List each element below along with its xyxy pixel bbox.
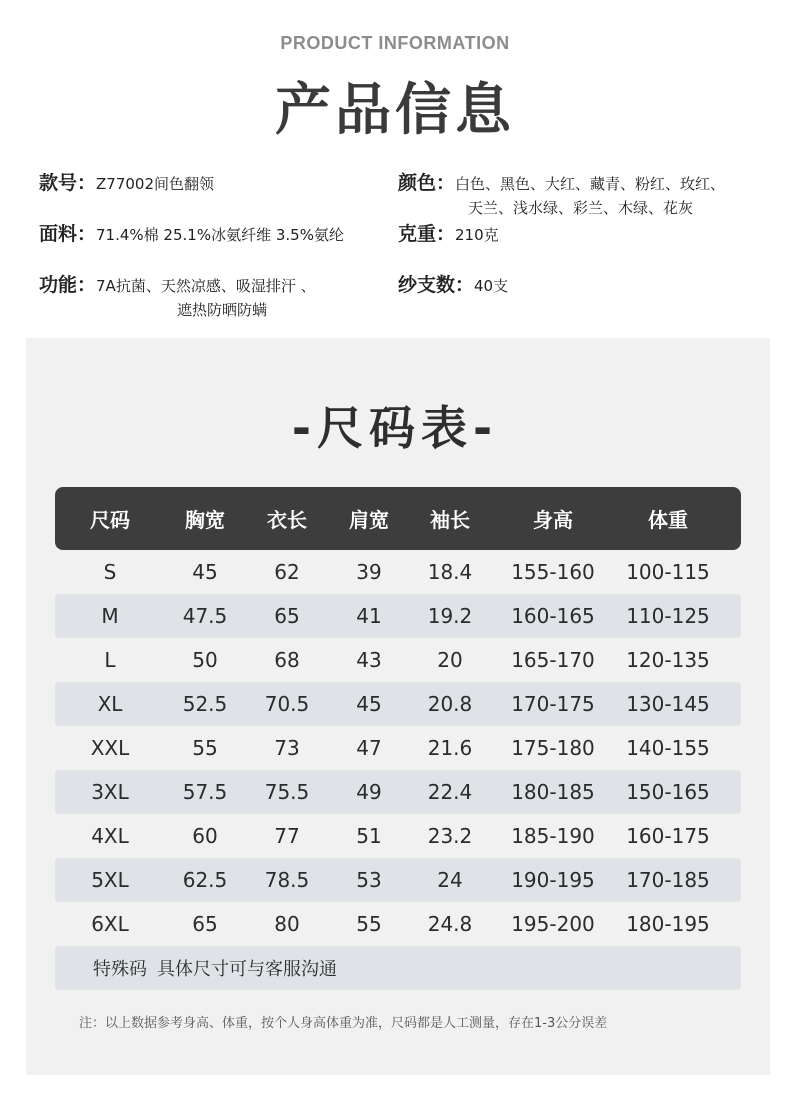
header-cell: 袖长: [430, 508, 470, 532]
size-table-header: [55, 487, 741, 550]
header-cell: 肩宽: [349, 508, 389, 532]
table-cell: 110-125: [626, 604, 710, 628]
header-cell: 体重: [648, 508, 688, 532]
table-cell: 39: [356, 560, 382, 584]
table-cell: 75.5: [264, 780, 310, 804]
info-value: 71.4%棉 25.1%冰氨纤维 3.5%氨纶: [96, 226, 344, 244]
table-cell: 6XL: [91, 912, 129, 936]
table-cell: 3XL: [91, 780, 129, 804]
table-cell: 100-115: [626, 560, 710, 584]
table-cell: 180-195: [626, 912, 710, 936]
table-cell: 140-155: [626, 736, 710, 760]
info-value: Z77002间色翻领: [96, 175, 215, 193]
table-cell: 57.5: [182, 780, 228, 804]
table-cell: 18.4: [427, 560, 473, 584]
table-cell: 70.5: [264, 692, 310, 716]
header-cell: 身高: [533, 508, 573, 532]
table-cell: L: [104, 648, 116, 672]
table-cell: 49: [356, 780, 382, 804]
table-cell: 50: [192, 648, 218, 672]
header-cell: 胸宽: [185, 508, 225, 532]
info-value: 40支: [474, 277, 509, 295]
table-row: [55, 858, 741, 902]
table-cell: 45: [356, 692, 382, 716]
size-chart-title: -尺码表-: [291, 401, 499, 455]
table-cell: 170-185: [626, 868, 710, 892]
table-row: [55, 594, 741, 638]
table-cell: 22.4: [427, 780, 473, 804]
table-cell: 78.5: [264, 868, 310, 892]
table-cell: XXL: [90, 736, 130, 760]
table-cell: 53: [356, 868, 382, 892]
table-cell: 195-200: [511, 912, 595, 936]
info-value: 7A抗菌、天然凉感、吸湿排汗 、: [96, 277, 316, 295]
info-label: 款号：: [39, 172, 97, 194]
info-fabric: [39, 222, 344, 247]
table-cell: 77: [274, 824, 300, 848]
table-cell: 24.8: [427, 912, 473, 936]
eyebrow-heading: PRODUCT INFORMATION: [280, 33, 510, 53]
info-style-number: [39, 171, 214, 196]
table-cell: 68: [274, 648, 300, 672]
table-cell: 65: [274, 604, 300, 628]
header-cell: 尺码: [90, 508, 130, 532]
table-cell: 170-175: [511, 692, 595, 716]
table-cell: 45: [192, 560, 218, 584]
table-cell: 60: [192, 824, 218, 848]
table-cell: 185-190: [511, 824, 595, 848]
table-row: [55, 726, 741, 770]
table-cell: 190-195: [511, 868, 595, 892]
table-cell: 20: [437, 648, 463, 672]
table-cell: 47.5: [182, 604, 228, 628]
table-cell: 175-180: [511, 736, 595, 760]
info-value-continued: 天兰、浅水绿、彩兰、木绿、花灰: [468, 199, 694, 217]
table-cell: 47: [356, 736, 382, 760]
table-cell: 65: [192, 912, 218, 936]
info-value: 白色、黑色、大红、藏青、粉红、玫红、: [455, 175, 726, 193]
table-row: [55, 902, 741, 946]
table-cell: S: [103, 560, 117, 584]
page-title: 产品信息: [275, 78, 515, 143]
table-cell: 23.2: [427, 824, 473, 848]
info-label: 面料：: [39, 223, 97, 245]
table-cell: 80: [274, 912, 300, 936]
info-color: [398, 171, 788, 220]
table-cell: 43: [356, 648, 382, 672]
info-value-continued: 遮热防晒防螨: [177, 301, 268, 319]
info-value: 210克: [455, 226, 499, 244]
table-cell: 55: [192, 736, 218, 760]
table-row: [55, 682, 741, 726]
table-row: [55, 770, 741, 814]
table-cell: 20.8: [427, 692, 473, 716]
size-table: [55, 487, 741, 990]
table-row: [55, 638, 741, 682]
special-size-text: 具体尺寸可与客服沟通: [157, 959, 337, 980]
table-cell: 19.2: [427, 604, 473, 628]
table-cell: 21.6: [427, 736, 473, 760]
table-cell: 160-175: [626, 824, 710, 848]
table-cell: XL: [97, 692, 123, 716]
info-weight: [398, 222, 499, 247]
info-label: 克重：: [398, 223, 456, 245]
table-cell: 165-170: [511, 648, 595, 672]
table-cell: 120-135: [626, 648, 710, 672]
table-cell: 130-145: [626, 692, 710, 716]
table-cell: 52.5: [182, 692, 228, 716]
info-label: 功能：: [39, 274, 97, 296]
special-size-label: 特殊码: [93, 959, 147, 980]
table-cell: 51: [356, 824, 382, 848]
info-function: [39, 273, 316, 322]
info-label: 颜色：: [398, 172, 456, 194]
special-size-row: [55, 946, 741, 990]
table-cell: 73: [274, 736, 300, 760]
table-cell: 155-160: [511, 560, 595, 584]
table-cell: 180-185: [511, 780, 595, 804]
table-cell: M: [101, 604, 119, 628]
size-table-body: [55, 550, 741, 946]
table-row: [55, 814, 741, 858]
footnote: 注：以上数据参考身高、体重，按个人身高体重为准，尺码都是人工测量，存在1-3公分误差: [79, 1016, 608, 1031]
table-cell: 41: [356, 604, 382, 628]
info-label: 纱支数：: [398, 274, 475, 296]
table-cell: 160-165: [511, 604, 595, 628]
table-cell: 5XL: [91, 868, 129, 892]
table-cell: 24: [437, 868, 463, 892]
table-cell: 150-165: [626, 780, 710, 804]
table-row: [55, 550, 741, 594]
header-cell: 衣长: [267, 508, 307, 532]
table-cell: 4XL: [91, 824, 129, 848]
info-yarn-count: [398, 273, 508, 298]
table-cell: 62.5: [182, 868, 228, 892]
table-cell: 62: [274, 560, 300, 584]
table-cell: 55: [356, 912, 382, 936]
